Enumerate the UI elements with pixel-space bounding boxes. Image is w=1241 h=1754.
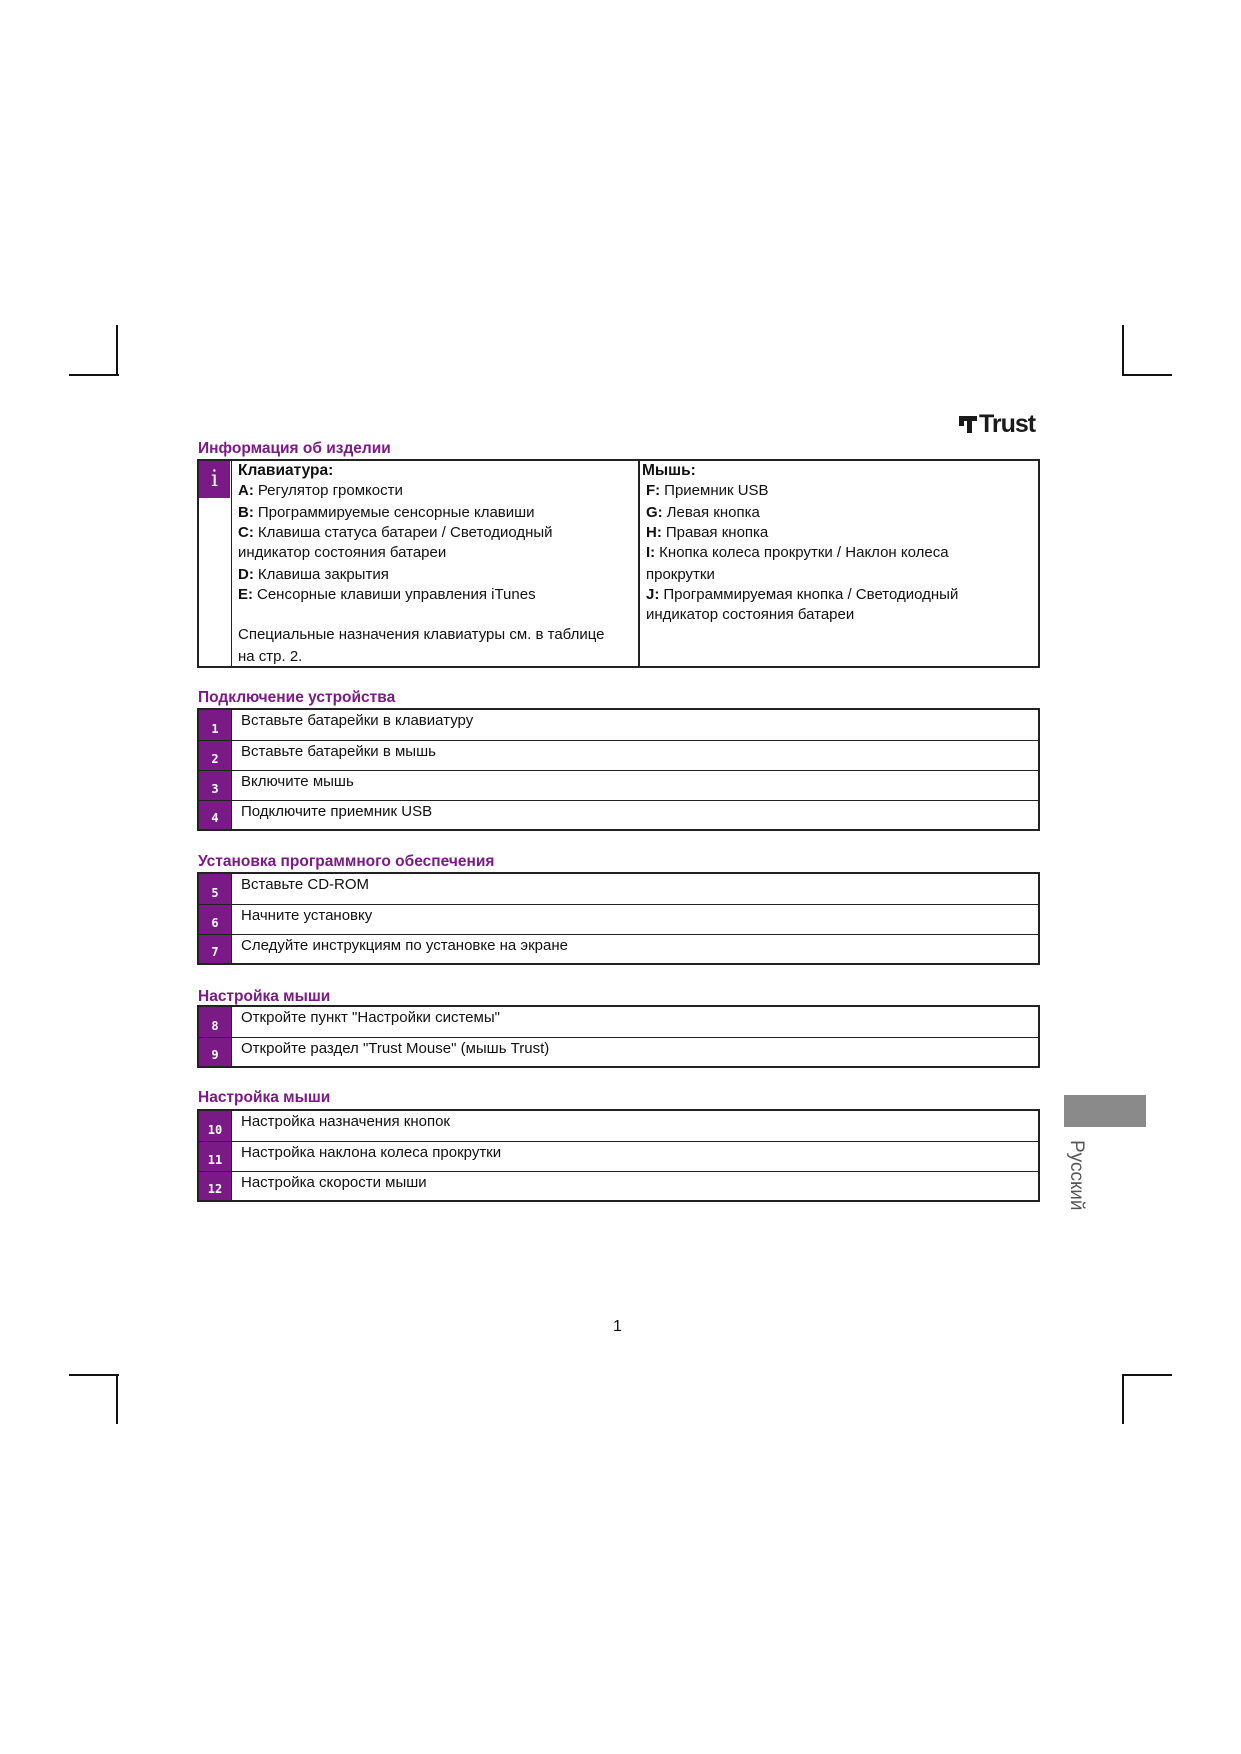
step-text: Настройка скорости мыши [241,1174,427,1191]
mouse-item: прокрутки [646,566,715,583]
step-row [199,801,1038,829]
step-row [199,771,1038,801]
mouse-setup-steps-table [197,1005,1040,1068]
step-row [199,1038,1038,1066]
step-number: 1 [199,710,232,740]
step-row [199,874,1038,905]
mouse-column [642,461,958,625]
mouse-settings-steps-table [197,1109,1040,1202]
mouse-item: J: Программируемая кнопка / Светодиодный [646,586,959,603]
info-icon-column [199,461,232,666]
step-row [199,1172,1038,1200]
step-text: Вставьте батарейки в мышь [241,743,436,760]
keyboard-column [238,461,604,667]
step-number: 8 [199,1007,232,1037]
step-text: Вставьте CD-ROM [241,876,370,893]
step-number: 3 [199,771,232,800]
trust-logo-mark-icon [958,414,978,434]
keyboard-item: B: Программируемые сенсорные клавиши [238,504,535,521]
step-text: Следуйте инструкциям по установке на экране [241,937,568,954]
keyboard-item: индикатор состояния батареи [238,544,447,561]
step-number: 10 [199,1111,232,1141]
keyboard-item: C: Клавиша статуса батареи / Светодиодный [238,524,553,541]
keyboard-note-cont: на стр. 2. [238,648,303,665]
step-number: 7 [199,935,232,963]
section-title-install: Установка программного обеспечения [198,853,495,870]
install-steps-table [197,872,1040,965]
info-icon: i [199,461,230,498]
step-row [199,741,1038,771]
step-row [199,1007,1038,1038]
mouse-item: индикатор состояния батареи [646,606,855,623]
keyboard-item: D: Клавиша закрытия [238,566,389,583]
keyboard-item: A: Регулятор громкости [238,482,403,499]
connect-steps-table [197,708,1040,831]
product-info-table [197,459,1040,668]
mouse-item: I: Кнопка колеса прокрутки / Наклон колеса [646,544,949,561]
mouse-item: F: Приемник USB [646,482,769,499]
step-number: 6 [199,905,232,934]
section-title-product-info: Информация об изделии [198,440,391,457]
step-text: Подключите приемник USB [241,803,433,820]
step-text: Начните установку [241,907,373,924]
step-text: Настройка назначения кнопок [241,1113,450,1130]
section-title-connect: Подключение устройства [198,689,396,706]
step-row [199,1111,1038,1142]
step-number: 9 [199,1038,232,1066]
keyboard-note: Специальные назначения клавиатуры см. в таблице [238,626,605,643]
mouse-item: H: Правая кнопка [646,524,769,541]
mouse-heading: Мышь: [642,462,696,479]
step-row [199,1142,1038,1172]
step-text: Откройте пункт "Настройки системы" [241,1009,500,1026]
language-tab-marker [1064,1095,1146,1127]
step-text: Настройка наклона колеса прокрутки [241,1144,502,1161]
step-number: 4 [199,801,232,829]
brand-name: Trust [979,410,1036,438]
step-text: Включите мышь [241,773,354,790]
language-label: Русский [1066,1140,1087,1211]
step-text: Вставьте батарейки в клавиатуру [241,712,474,729]
step-number: 2 [199,741,232,770]
section-title-mouse-setup: Настройка мыши [198,988,331,1005]
trust-logo [958,411,1044,437]
section-title-mouse-setup-2: Настройка мыши [198,1089,331,1106]
step-row [199,905,1038,935]
step-text: Откройте раздел "Trust Mouse" (мышь Trust) [241,1040,550,1057]
column-divider [638,461,640,666]
keyboard-heading: Клавиатура: [238,462,334,479]
step-number: 12 [199,1172,232,1200]
step-row [199,710,1038,741]
step-row [199,935,1038,963]
step-number: 11 [199,1142,232,1171]
keyboard-item: E: Сенсорные клавиши управления iTunes [238,586,536,603]
mouse-item: G: Левая кнопка [646,504,760,521]
step-number: 5 [199,874,232,904]
page-number: 1 [613,1318,622,1335]
